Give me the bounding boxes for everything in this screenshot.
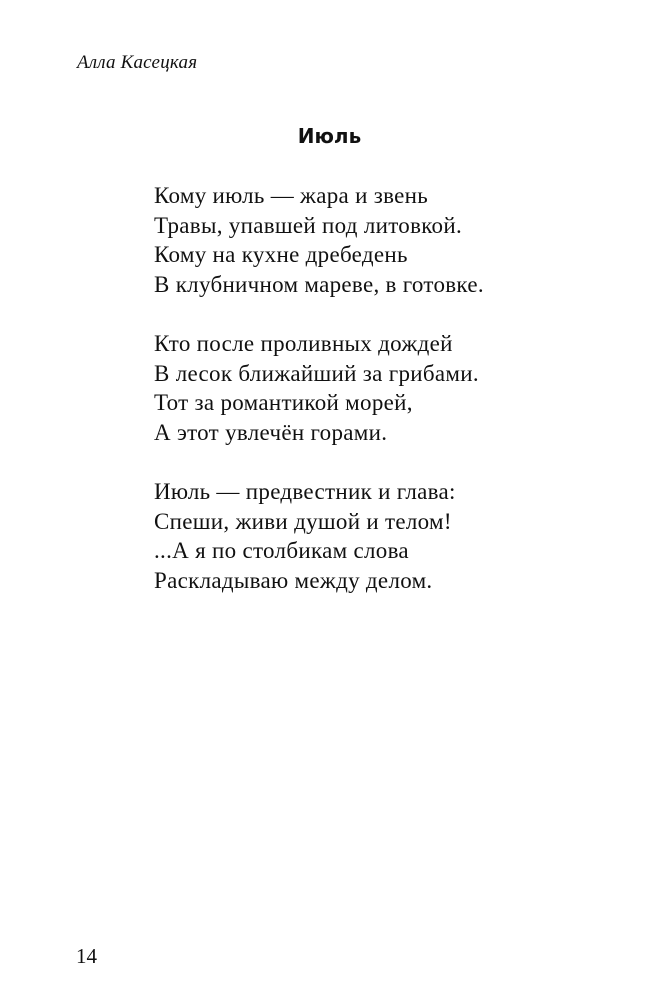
poem-line: Кто после проливных дождей <box>154 331 453 356</box>
poem-line: Кому на кухне дребедень <box>154 242 408 267</box>
page-number: 14 <box>76 944 97 968</box>
poem-line: ...А я по столбикам слова <box>154 538 409 563</box>
stanza-1 <box>154 181 484 299</box>
poem-line: Спеши, живи душой и телом! <box>154 508 452 534</box>
poem-line: Раскладываю между делом. <box>154 567 433 593</box>
stanza-2 <box>154 329 484 447</box>
poem-title: Июль <box>297 124 362 148</box>
poem-line: Кому июль — жара и звень <box>154 183 429 208</box>
poem-body <box>154 181 484 625</box>
poem-line: А этот увлечён горами. <box>154 419 388 445</box>
stanza-3 <box>154 477 484 595</box>
poem-line: Травы, упавшей под литовкой. <box>154 212 463 238</box>
poem-line: В лесок ближайший за грибами. <box>154 360 479 386</box>
running-header-author: Алла Касецкая <box>77 52 198 73</box>
poem-line: Тот за романтикой морей, <box>154 390 413 415</box>
poem-line: В клубничном мареве, в готовке. <box>154 271 484 297</box>
poem-line: Июль — предвестник и глава: <box>154 479 456 504</box>
